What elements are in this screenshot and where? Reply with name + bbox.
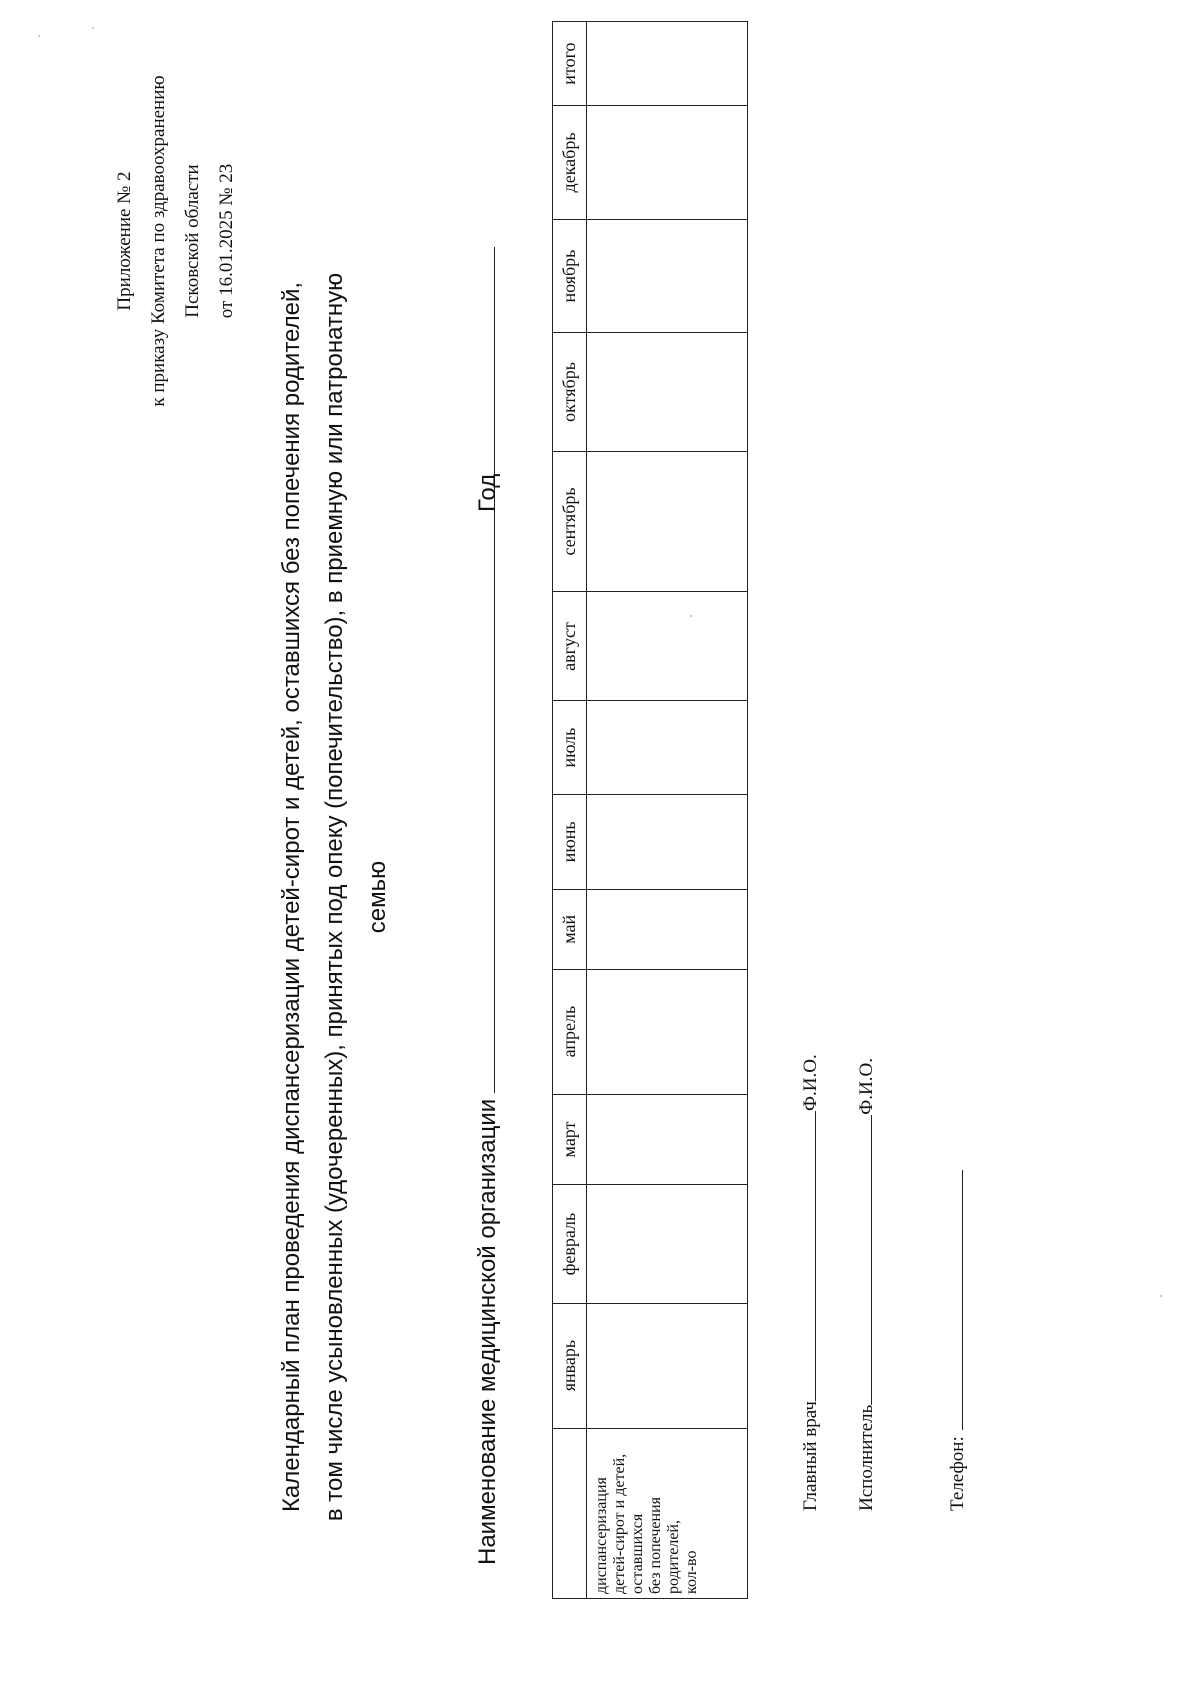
month-value-cell[interactable] [587,1185,748,1303]
table-header-row [553,22,587,1599]
header-month: октябрь [553,333,587,451]
scan-speck [92,27,94,29]
organization-field[interactable] [474,453,502,1565]
month-value-cell[interactable] [587,890,748,970]
row-label-line: родителей, [665,1520,682,1594]
calendar-plan-table [552,21,748,1599]
row-label-line: диспансеризация [593,1477,610,1594]
chief-doctor-signature[interactable] [797,1054,822,1511]
row-label-line: без попечения [647,1496,664,1594]
title-line-3: семью [364,860,391,934]
appendix-region: Псковской области [182,164,203,318]
header-empty-cell [553,1428,587,1598]
header-month: май [553,890,587,970]
header-total: итого [553,22,587,106]
month-value-cell[interactable] [587,969,748,1094]
executor-label: Исполнитель [856,1404,877,1511]
executor-fio: Ф.И.О. [856,1058,877,1115]
header-month: июль [553,701,587,794]
scan-speck [38,35,40,37]
organization-blank[interactable] [474,453,495,1093]
month-value-cell[interactable] [587,592,748,701]
total-value-cell[interactable] [587,22,748,106]
document-title [270,227,399,1567]
month-value-cell[interactable] [587,1094,748,1185]
chief-doctor-label: Главный врач [800,1401,821,1511]
month-value-cell[interactable] [587,794,748,889]
scan-speck [690,615,692,617]
header-month: апрель [553,969,587,1094]
title-line-2: в том числе усыновленных (удочеренных), принятых под опеку (попечительство), в приемную или патронатную [321,272,348,1522]
header-month: февраль [553,1185,587,1303]
scan-speck [1160,1295,1162,1297]
row-label-cell [587,1428,748,1598]
row-label-line: оставшихся [629,1513,646,1594]
header-month: декабрь [553,106,587,220]
header-month: сентябрь [553,451,587,592]
appendix-order-ref: к приказу Комитета по здравоохранению [148,75,169,407]
chief-doctor-fio: Ф.И.О. [800,1054,821,1111]
phone-field[interactable] [944,1170,969,1511]
header-month: ноябрь [553,219,587,333]
month-value-cell[interactable] [587,1303,748,1428]
year-label: Год [474,473,501,512]
chief-doctor-blank[interactable] [797,1111,816,1401]
month-value-cell[interactable] [587,701,748,794]
header-month: август [553,592,587,701]
appendix-number: Приложение № 2 [114,171,135,311]
row-label-line: детей-сирот и детей, [611,1453,628,1594]
header-month: июнь [553,794,587,889]
appendix-order-date: от 16.01.2025 № 23 [216,163,237,319]
year-field[interactable] [474,247,502,512]
phone-blank[interactable] [944,1170,963,1430]
title-line-1: Календарный план проведения диспансеризации детей-сирот и детей, оставшихся без попечения родителей, [278,281,305,1513]
header-month: март [553,1094,587,1185]
month-value-cell[interactable] [587,333,748,451]
header-month: январь [553,1303,587,1428]
month-value-cell[interactable] [587,451,748,592]
year-blank[interactable] [474,247,495,472]
phone-label: Телефон: [947,1436,968,1511]
appendix-header [108,21,244,461]
table-row [587,22,748,1599]
organization-label: Наименование медицинской организации [474,1098,501,1565]
executor-blank[interactable] [853,1115,872,1405]
executor-signature[interactable] [853,1058,878,1511]
month-value-cell[interactable] [587,219,748,333]
row-label-line: кол-во [683,1550,700,1594]
month-value-cell[interactable] [587,106,748,220]
